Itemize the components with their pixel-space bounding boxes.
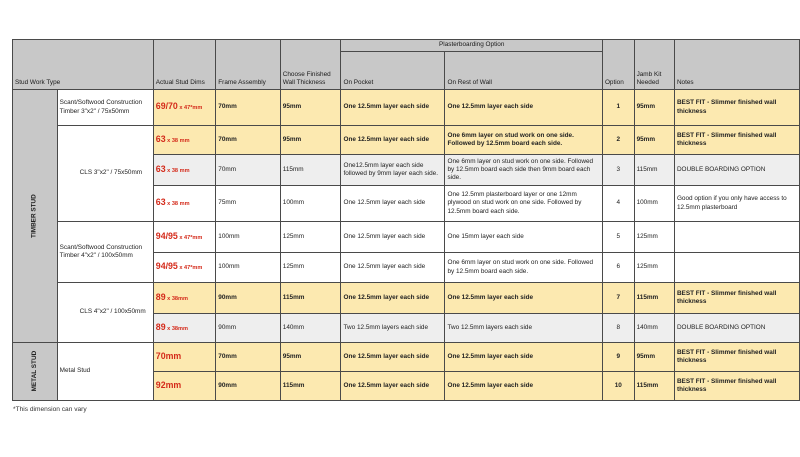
option-cell: 1 bbox=[602, 90, 634, 126]
header-plasterboarding-option: Plasterboarding Option bbox=[341, 40, 602, 52]
header-finished-wall-thickness: Choose Finished Wall Thickness bbox=[280, 40, 341, 90]
jamb-cell: 140mm bbox=[634, 314, 674, 343]
header-option: Option bbox=[602, 40, 634, 90]
stud-dims-cell: 92mm bbox=[153, 372, 215, 401]
pocket-cell: One 12.5mm layer each side bbox=[341, 253, 445, 283]
stud-work-table bbox=[12, 39, 800, 401]
notes-cell bbox=[674, 222, 799, 253]
option-cell: 10 bbox=[602, 372, 634, 401]
table-row bbox=[13, 126, 800, 155]
jamb-cell: 125mm bbox=[634, 253, 674, 283]
stud-type-cell: Scant/Softwood Construction Timber 4"x2" / 100x50mm bbox=[57, 222, 153, 283]
footnote: *This dimension can vary bbox=[13, 406, 87, 413]
notes-cell: BEST FIT - Slimmer finished wall thickness bbox=[674, 372, 799, 401]
option-cell: 2 bbox=[602, 126, 634, 155]
pocket-cell: One 12.5mm layer each side bbox=[341, 343, 445, 372]
jamb-cell: 125mm bbox=[634, 222, 674, 253]
notes-cell: BEST FIT - Slimmer finished wall thickness bbox=[674, 343, 799, 372]
wall-cell: 115mm bbox=[280, 372, 341, 401]
header-stud-work-type: Stud Work Type bbox=[13, 40, 154, 90]
stud-work-table-container bbox=[12, 39, 800, 401]
option-cell: 7 bbox=[602, 283, 634, 314]
wall-cell: 140mm bbox=[280, 314, 341, 343]
frame-cell: 90mm bbox=[216, 283, 280, 314]
wall-cell: 95mm bbox=[280, 90, 341, 126]
table-row bbox=[13, 283, 800, 314]
frame-cell: 70mm bbox=[216, 343, 280, 372]
stud-type-cell: CLS 3"x2" / 75x50mm bbox=[57, 126, 153, 222]
frame-cell: 100mm bbox=[216, 253, 280, 283]
wall-cell: 95mm bbox=[280, 343, 341, 372]
jamb-cell: 95mm bbox=[634, 90, 674, 126]
rest-cell: One 12.5mm layer each side bbox=[445, 283, 602, 314]
frame-cell: 90mm bbox=[216, 314, 280, 343]
header-actual-stud-dims: Actual Stud Dims bbox=[153, 40, 215, 90]
jamb-cell: 115mm bbox=[634, 155, 674, 186]
stud-type-cell: Metal Stud bbox=[57, 343, 153, 401]
stud-dims-cell: 89 x 38mm bbox=[153, 314, 215, 343]
jamb-cell: 95mm bbox=[634, 126, 674, 155]
stud-dims-cell: 70mm bbox=[153, 343, 215, 372]
rest-cell: One 12.5mm layer each side bbox=[445, 90, 602, 126]
pocket-cell: One 12.5mm layer each side bbox=[341, 222, 445, 253]
header-on-rest-of-wall: On Rest of Wall bbox=[445, 52, 602, 90]
notes-cell: BEST FIT - Slimmer finished wall thickness bbox=[674, 283, 799, 314]
wall-cell: 125mm bbox=[280, 253, 341, 283]
stud-dims-cell: 63 x 38 mm bbox=[153, 126, 215, 155]
stud-type-cell: Scant/Softwood Construction Timber 3"x2" / 75x50mm bbox=[57, 90, 153, 126]
notes-cell: Good option if you only have access to 12.5mm plasterboard bbox=[674, 186, 799, 222]
rest-cell: One 12.5mm layer each side bbox=[445, 372, 602, 401]
option-cell: 3 bbox=[602, 155, 634, 186]
rest-cell: Two 12.5mm layers each side bbox=[445, 314, 602, 343]
jamb-cell: 115mm bbox=[634, 372, 674, 401]
option-cell: 5 bbox=[602, 222, 634, 253]
pocket-cell: One 12.5mm layer each side bbox=[341, 90, 445, 126]
wall-cell: 125mm bbox=[280, 222, 341, 253]
pocket-cell: One 12.5mm layer each side bbox=[341, 186, 445, 222]
option-cell: 8 bbox=[602, 314, 634, 343]
stud-dims-cell: 94/95 x 47*mm bbox=[153, 253, 215, 283]
frame-cell: 70mm bbox=[216, 155, 280, 186]
wall-cell: 100mm bbox=[280, 186, 341, 222]
stud-dims-cell: 63 x 38 mm bbox=[153, 186, 215, 222]
rest-cell: One 6mm layer on stud work on one side. Followed by 12.5mm board each side. bbox=[445, 126, 602, 155]
option-cell: 9 bbox=[602, 343, 634, 372]
stud-dims-cell: 63 x 38 mm bbox=[153, 155, 215, 186]
notes-cell: BEST FIT - Slimmer finished wall thickness bbox=[674, 90, 799, 126]
frame-cell: 90mm bbox=[216, 372, 280, 401]
wall-cell: 95mm bbox=[280, 126, 341, 155]
notes-cell: BEST FIT - Slimmer finished wall thickness bbox=[674, 126, 799, 155]
rest-cell: One 6mm layer on stud work on one side. Followed by 12.5mm board each side then 9mm board each side. bbox=[445, 155, 602, 186]
table-row bbox=[13, 90, 800, 126]
header-on-pocket: On Pocket bbox=[341, 52, 445, 90]
notes-cell: DOUBLE BOARDING OPTION bbox=[674, 314, 799, 343]
frame-cell: 75mm bbox=[216, 186, 280, 222]
table-row bbox=[13, 222, 800, 253]
notes-cell bbox=[674, 253, 799, 283]
section-label-timber-stud: TIMBER STUD bbox=[13, 90, 58, 343]
header-notes: Notes bbox=[674, 40, 799, 90]
option-cell: 4 bbox=[602, 186, 634, 222]
rest-cell: One 6mm layer on stud work on one side. Followed by 12.5mm board each side. bbox=[445, 253, 602, 283]
rest-cell: One 12.5mm layer each side bbox=[445, 343, 602, 372]
pocket-cell: One 12.5mm layer each side bbox=[341, 283, 445, 314]
jamb-cell: 95mm bbox=[634, 343, 674, 372]
header-jamb-kit-needed: Jamb Kit Needed bbox=[634, 40, 674, 90]
notes-cell: DOUBLE BOARDING OPTION bbox=[674, 155, 799, 186]
pocket-cell: Two 12.5mm layers each side bbox=[341, 314, 445, 343]
frame-cell: 70mm bbox=[216, 90, 280, 126]
pocket-cell: One12.5mm layer each side followed by 9mm layer each side. bbox=[341, 155, 445, 186]
table-row bbox=[13, 343, 800, 372]
pocket-cell: One 12.5mm layer each side bbox=[341, 126, 445, 155]
wall-cell: 115mm bbox=[280, 283, 341, 314]
rest-cell: One 12.5mm plasterboard layer or one 12mm plywood on stud work on one side. Followed by 12.5mm board each side. bbox=[445, 186, 602, 222]
stud-dims-cell: 89 x 38mm bbox=[153, 283, 215, 314]
frame-cell: 70mm bbox=[216, 126, 280, 155]
rest-cell: One 15mm layer each side bbox=[445, 222, 602, 253]
section-label-metal-stud: METAL STUD bbox=[13, 343, 58, 401]
stud-type-cell: CLS 4"x2" / 100x50mm bbox=[57, 283, 153, 343]
pocket-cell: One 12.5mm layer each side bbox=[341, 372, 445, 401]
stud-dims-cell: 94/95 x 47*mm bbox=[153, 222, 215, 253]
option-cell: 6 bbox=[602, 253, 634, 283]
jamb-cell: 115mm bbox=[634, 283, 674, 314]
wall-cell: 115mm bbox=[280, 155, 341, 186]
frame-cell: 100mm bbox=[216, 222, 280, 253]
header-frame-assembly: Frame Assembly bbox=[216, 40, 280, 90]
jamb-cell: 100mm bbox=[634, 186, 674, 222]
stud-dims-cell: 69/70 x 47*mm bbox=[153, 90, 215, 126]
